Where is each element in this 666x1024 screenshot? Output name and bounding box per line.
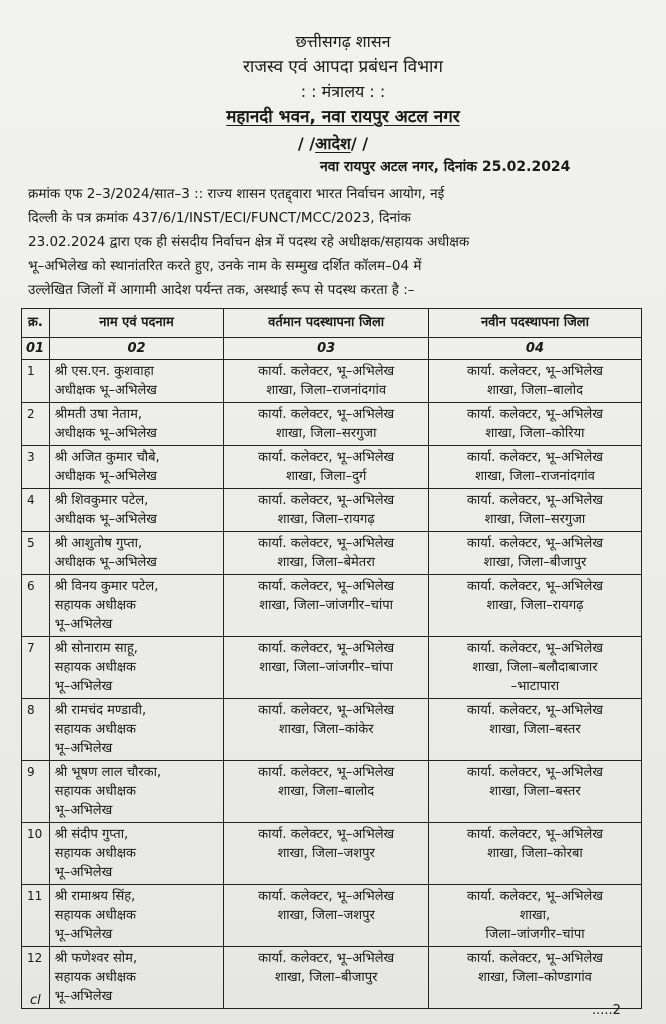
employee-name-designation-line: सहायक अधीक्षक (54, 846, 137, 861)
employee-name-designation-line: श्री रामचंद मण्डावी, (54, 703, 147, 718)
current-posting-line: कार्या. कलेक्टर, भू–अभिलेख (258, 951, 395, 966)
new-posting-line: शाखा, जिला–बालोद (486, 383, 583, 398)
row-serial: 4 (22, 489, 50, 532)
employee-name-designation-line: अधीक्षक भू–अभिलेख (54, 469, 157, 484)
col-number: 02 (49, 338, 224, 360)
header-serial: क्र. (22, 309, 50, 338)
body-line: दिल्ली के पत्र क्रमांक 437/6/1/INST/ECI/FUNCT/MCC/2023, दिनांक (28, 210, 411, 226)
table-body (22, 360, 642, 1009)
new-posting-line: जिला–जांजगीर–चांपा (485, 927, 585, 942)
current-posting-line: कार्या. कलेक्टर, भू–अभिलेख (258, 364, 395, 379)
new-posting-line: कार्या. कलेक्टर, भू–अभिलेख (466, 536, 603, 551)
row-serial: 11 (22, 885, 50, 947)
employee-name-designation (49, 823, 224, 885)
current-posting-line: कार्या. कलेक्टर, भू–अभिलेख (258, 827, 395, 842)
employee-name-designation (49, 532, 224, 575)
employee-name-designation-line: श्री फणेश्वर सोम, (54, 951, 138, 966)
new-posting (428, 489, 641, 532)
new-posting-line: कार्या. कलेक्टर, भू–अभिलेख (466, 703, 603, 718)
employee-name-designation-line: श्री भूषण लाल चौरका, (54, 765, 162, 780)
govt-title: छत्तीसगढ़ शासन (295, 32, 391, 51)
current-posting-line: शाखा, जिला–सरगुजा (275, 426, 377, 441)
current-posting (224, 532, 429, 575)
employee-name-designation-line: भू–अभिलेख (54, 865, 113, 880)
row-serial: 3 (22, 446, 50, 489)
col-number: 04 (428, 338, 641, 360)
employee-name-designation-line: भू–अभिलेख (54, 741, 113, 756)
current-posting (224, 489, 429, 532)
current-posting-line: कार्या. कलेक्टर, भू–अभिलेख (258, 889, 395, 904)
current-posting (224, 575, 429, 637)
current-posting-line: शाखा, जिला–जशपुर (277, 846, 375, 861)
new-posting-line: कार्या. कलेक्टर, भू–अभिलेख (466, 579, 603, 594)
new-posting (428, 637, 641, 699)
body-line: 23.02.2024 द्वारा एक ही संसदीय निर्वाचन क्षेत्र में पदस्थ रहे अधीक्षक/सहायक अधीक्षक (28, 234, 470, 250)
employee-name-designation-line: भू–अभिलेख (54, 927, 113, 942)
new-posting (428, 575, 641, 637)
new-posting (428, 761, 641, 823)
new-posting (428, 823, 641, 885)
table-row (22, 575, 642, 637)
table-row (22, 947, 642, 1009)
body-line: क्रमांक एफ 2–3/2024/सात–3 :: राज्य शासन एतद्द्वारा भारत निर्वाचन आयोग, नई (28, 186, 445, 202)
current-posting (224, 885, 429, 947)
new-posting-line: कार्या. कलेक्टर, भू–अभिलेख (466, 493, 603, 508)
employee-name-designation-line: श्री आशुतोष गुप्ता, (54, 536, 143, 551)
header-name: नाम एवं पदनाम (49, 309, 224, 338)
current-posting-line: शाखा, जिला–कांकेर (278, 722, 374, 737)
col-number: 01 (22, 338, 50, 360)
new-posting-line: शाखा, जिला–राजनांदगांव (475, 469, 595, 484)
new-posting-line: कार्या. कलेक्टर, भू–अभिलेख (466, 641, 603, 656)
new-posting-line: शाखा, (519, 908, 551, 923)
current-posting-line: कार्या. कलेक्टर, भू–अभिलेख (258, 450, 395, 465)
current-posting (224, 823, 429, 885)
place-date: नवा रायपुर अटल नगर, दिनांक 25.02.2024 (320, 159, 571, 175)
new-posting-line: कार्या. कलेक्टर, भू–अभिलेख (466, 765, 603, 780)
employee-name-designation (49, 360, 224, 403)
employee-name-designation-line: श्री अजित कुमार चौबे, (54, 450, 160, 465)
employee-name-designation-line: श्री संदीप गुप्ता, (54, 827, 129, 842)
employee-name-designation-line: भू–अभिलेख (54, 803, 113, 818)
order-body (28, 182, 636, 302)
current-posting-line: कार्या. कलेक्टर, भू–अभिलेख (258, 493, 395, 508)
current-posting-line: शाखा, जिला–दुर्ग (285, 469, 367, 484)
table-row (22, 761, 642, 823)
new-posting-line: शाखा, जिला–कोरिया (485, 426, 585, 441)
employee-name-designation-line: सहायक अधीक्षक (54, 908, 137, 923)
row-serial: 10 (22, 823, 50, 885)
new-posting-line: शाखा, जिला–बस्तर (489, 784, 581, 799)
employee-name-designation-line: श्रीमती उषा नेताम, (54, 407, 142, 422)
employee-name-designation-line: भू–अभिलेख (54, 989, 113, 1004)
current-posting-line: कार्या. कलेक्टर, भू–अभिलेख (258, 765, 395, 780)
new-posting-line: शाखा, जिला–बीजापुर (483, 555, 587, 570)
new-posting (428, 947, 641, 1009)
employee-name-designation (49, 575, 224, 637)
current-posting-line: शाखा, जिला–रायगढ़ (277, 512, 375, 527)
employee-name-designation (49, 489, 224, 532)
new-posting-line: शाखा, जिला–सरगुजा (484, 512, 586, 527)
current-posting-line: कार्या. कलेक्टर, भू–अभिलेख (258, 407, 395, 422)
employee-name-designation (49, 885, 224, 947)
employee-name-designation (49, 637, 224, 699)
new-posting (428, 532, 641, 575)
new-posting-line: कार्या. कलेक्टर, भू–अभिलेख (466, 889, 603, 904)
new-posting-line: शाखा, जिला–रायगढ़ (486, 598, 584, 613)
current-posting-line: शाखा, जिला–जांजगीर–चांपा (259, 660, 393, 675)
new-posting-line: कार्या. कलेक्टर, भू–अभिलेख (466, 364, 603, 379)
employee-name-designation-line: श्री शिवकुमार पटेल, (54, 493, 149, 508)
department-title: राजस्व एवं आपदा प्रबंधन विभाग (242, 57, 443, 77)
order-heading (0, 132, 666, 154)
employee-name-designation (49, 403, 224, 446)
new-posting-line: कार्या. कलेक्टर, भू–अभिलेख (466, 827, 603, 842)
employee-name-designation-line: अधीक्षक भू–अभिलेख (54, 426, 157, 441)
current-posting-line: शाखा, जिला–बीजापुर (274, 970, 378, 985)
table-row (22, 823, 642, 885)
table-row (22, 360, 642, 403)
current-posting-line: कार्या. कलेक्टर, भू–अभिलेख (258, 536, 395, 551)
new-posting (428, 403, 641, 446)
header-new-posting: नवीन पदस्थापना जिला (428, 309, 641, 338)
new-posting-line: शाखा, जिला–कोण्डागांव (477, 970, 592, 985)
current-posting (224, 637, 429, 699)
table-row (22, 446, 642, 489)
new-posting (428, 446, 641, 489)
transfer-table (21, 308, 642, 1009)
table-header-row (22, 309, 642, 338)
order-prefix: / / (297, 134, 316, 153)
new-posting-line: कार्या. कलेक्टर, भू–अभिलेख (466, 951, 603, 966)
employee-name-designation-line: सहायक अधीक्षक (54, 722, 137, 737)
new-posting-line: शाखा, जिला–बस्तर (489, 722, 581, 737)
new-posting (428, 360, 641, 403)
employee-name-designation-line: भू–अभिलेख (54, 617, 113, 632)
new-posting-line: कार्या. कलेक्टर, भू–अभिलेख (466, 450, 603, 465)
current-posting-line: कार्या. कलेक्टर, भू–अभिलेख (258, 703, 395, 718)
row-serial: 1 (22, 360, 50, 403)
current-posting-line: शाखा, जिला–बेमेतरा (277, 555, 375, 570)
current-posting (224, 403, 429, 446)
col-number: 03 (224, 338, 429, 360)
current-posting (224, 947, 429, 1009)
row-serial: 5 (22, 532, 50, 575)
new-posting-line: शाखा, जिला–बलौदाबाजार (472, 660, 598, 675)
table-row (22, 489, 642, 532)
row-serial: 12 (22, 947, 50, 1009)
row-serial: 9 (22, 761, 50, 823)
office-address: महानदी भवन, नवा रायपुर अटल नगर (226, 107, 460, 127)
new-posting-line: कार्या. कलेक्टर, भू–अभिलेख (466, 407, 603, 422)
row-serial: 6 (22, 575, 50, 637)
employee-name-designation (49, 446, 224, 489)
new-posting-line: शाखा, जिला–कोरबा (487, 846, 583, 861)
new-posting (428, 885, 641, 947)
header-current-posting: वर्तमान पदस्थापना जिला (224, 309, 429, 338)
employee-name-designation-line: सहायक अधीक्षक (54, 784, 137, 799)
handwritten-initials: cl (30, 993, 41, 1008)
body-line: भू–अभिलेख को स्थानांतरित करते हुए, उनके नाम के सम्मुख दर्शित कॉलम–04 में (28, 258, 422, 274)
table-row (22, 699, 642, 761)
employee-name-designation-line: सहायक अधीक्षक (54, 598, 137, 613)
employee-name-designation (49, 699, 224, 761)
employee-name-designation (49, 761, 224, 823)
order-title: आदेश (315, 134, 351, 153)
current-posting-line: शाखा, जिला–जांजगीर–चांपा (259, 598, 393, 613)
current-posting-line: कार्या. कलेक्टर, भू–अभिलेख (258, 579, 395, 594)
employee-name-designation-line: सहायक अधीक्षक (54, 970, 137, 985)
order-suffix: / / (350, 134, 369, 153)
current-posting-line: कार्या. कलेक्टर, भू–अभिलेख (258, 641, 395, 656)
employee-name-designation-line: श्री एस.एन. कुशवाहा (54, 364, 154, 379)
current-posting (224, 699, 429, 761)
employee-name-designation-line: अधीक्षक भू–अभिलेख (54, 383, 157, 398)
employee-name-designation-line: भू–अभिलेख (54, 679, 113, 694)
new-posting-line: –भाटापारा (510, 679, 560, 694)
row-serial: 8 (22, 699, 50, 761)
employee-name-designation (49, 947, 224, 1009)
column-number-row (22, 338, 642, 360)
employee-name-designation-line: अधीक्षक भू–अभिलेख (54, 555, 157, 570)
row-serial: 2 (22, 403, 50, 446)
ministry-label: : : मंत्रालय : : (300, 82, 386, 101)
current-posting (224, 761, 429, 823)
table-row (22, 637, 642, 699)
current-posting-line: शाखा, जिला–जशपुर (277, 908, 375, 923)
table-row (22, 885, 642, 947)
current-posting (224, 446, 429, 489)
body-line: उल्लेखित जिलों में आगामी आदेश पर्यन्त तक, अस्थाई रूप से पदस्थ करता है :– (28, 282, 415, 298)
employee-name-designation-line: श्री विनय कुमार पटेल, (54, 579, 159, 594)
employee-name-designation-line: श्री रामाश्रय सिंह, (54, 889, 136, 904)
current-posting-line: शाखा, जिला–बालोद (278, 784, 375, 799)
table-row (22, 403, 642, 446)
employee-name-designation-line: अधीक्षक भू–अभिलेख (54, 512, 157, 527)
employee-name-designation-line: सहायक अधीक्षक (54, 660, 137, 675)
new-posting (428, 699, 641, 761)
row-serial: 7 (22, 637, 50, 699)
table-row (22, 532, 642, 575)
employee-name-designation-line: श्री सोनाराम साहू, (54, 641, 138, 656)
current-posting (224, 360, 429, 403)
page-continuation: .....2 (592, 1003, 621, 1018)
current-posting-line: शाखा, जिला–राजनांदगांव (266, 383, 387, 398)
